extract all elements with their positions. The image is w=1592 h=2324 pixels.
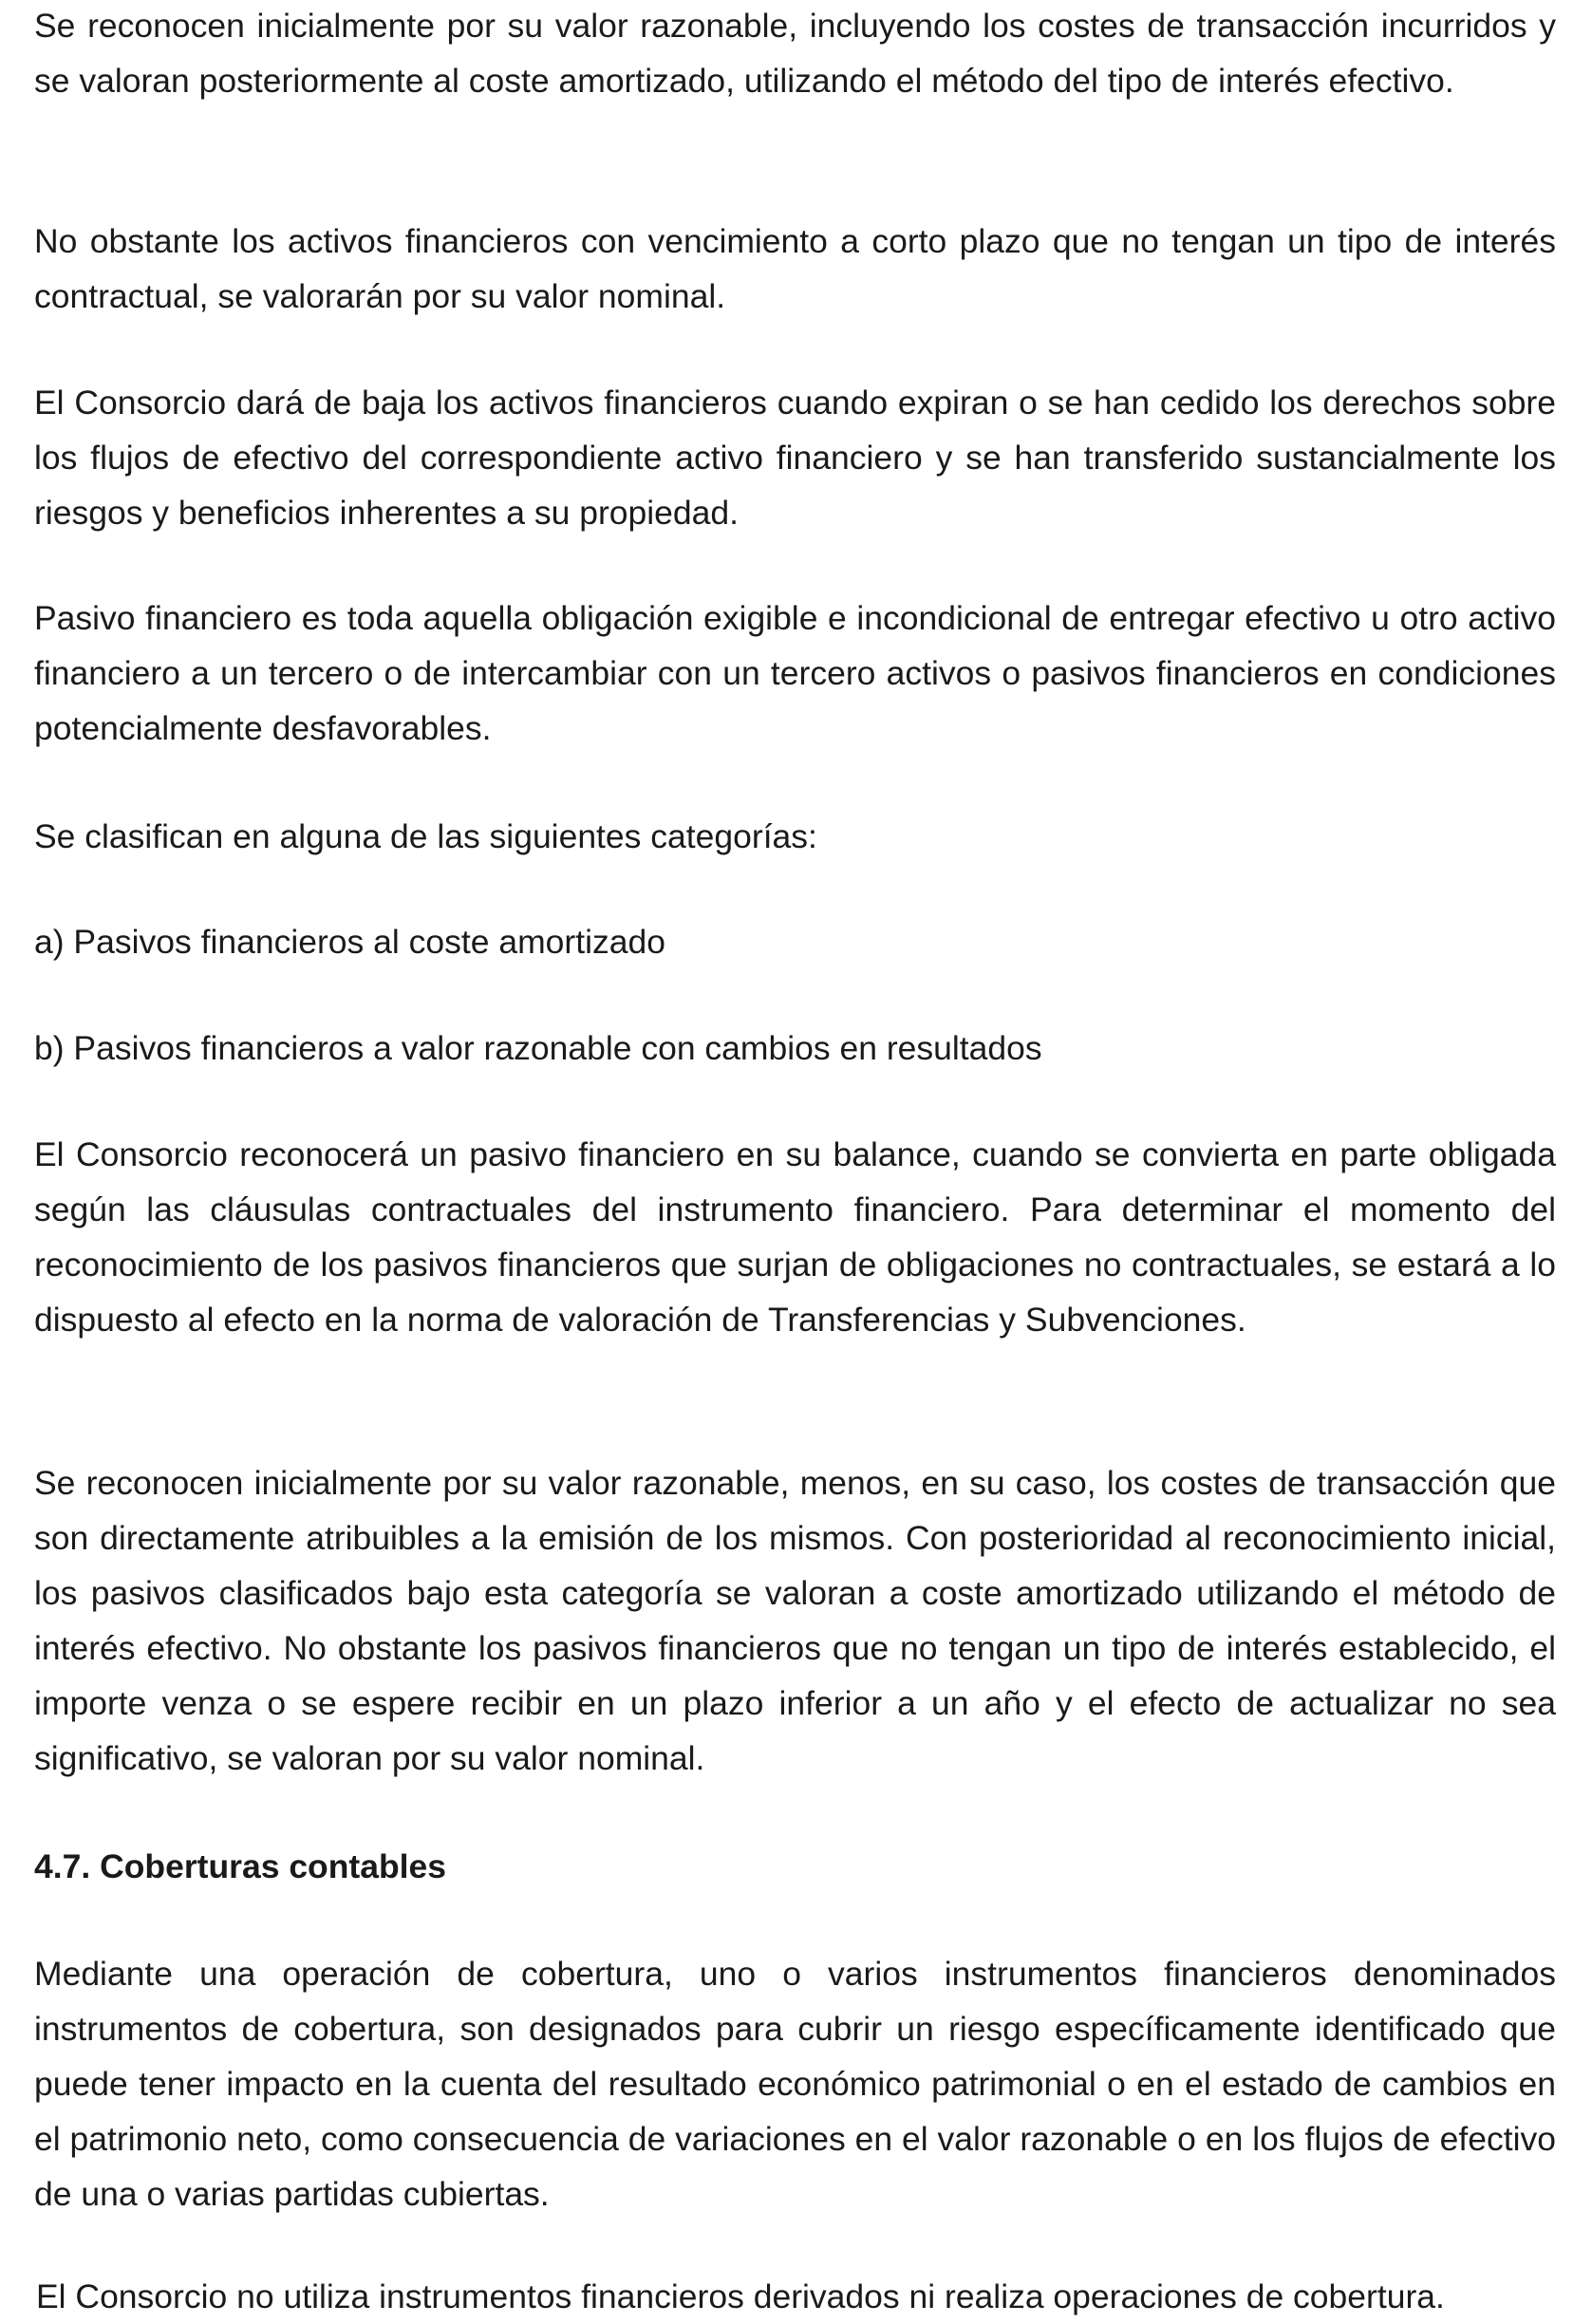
paragraph-initial-recognition-assets: Se reconocen inicialmente por su valor razonable, incluyendo los costes de transacción incurridos y se valoran posteriormente al coste amortizado, utilizando el método del tipo de interés efectivo. <box>34 7 1556 100</box>
paragraph-financial-liability-definition: Pasivo financiero es toda aquella obligación exigible e incondicional de entregar efectivo u otro activo financiero a un tercero o de intercambiar con un tercero activos o pasivos financieros en condiciones potencialmente desfavorables. <box>34 599 1556 747</box>
paragraph-categories-intro: Se clasifican en alguna de las siguientes categorías: <box>34 817 817 855</box>
paragraph-derecognition-assets: El Consorcio dará de baja los activos financieros cuando expiran o se han cedido los derechos sobre los flujos de efectivo del correspondiente activo financiero y se han transferido sustancialmente los riesgos y beneficios inherentes a su propiedad. <box>34 384 1556 532</box>
paragraph-liability-measurement: Se reconocen inicialmente por su valor razonable, menos, en su caso, los costes de transacción que son directamente atribuibles a la emisión de los mismos. Con posterioridad al reconocimiento inicial, los pasivos clasificados bajo esta categoría se valoran a coste amortizado utilizando el método de interés efectivo. No obstante los pasivos financieros que no tengan un tipo de interés establecido, el importe venza o se espere recibir en un plazo inferior a un año y el efecto de actualizar no sea significativo, se valoran por su valor nominal. <box>34 1464 1556 1777</box>
list-item-category-b: b) Pasivos financieros a valor razonable con cambios en resultados <box>34 1029 1042 1067</box>
list-item-category-a: a) Pasivos financieros al coste amortizado <box>34 923 665 961</box>
section-heading-hedge-accounting: 4.7. Coberturas contables <box>34 1847 447 1885</box>
paragraph-hedge-definition: Mediante una operación de cobertura, uno o varios instrumentos financieros denominados instrumentos de cobertura, son designados para cubrir un riesgo específicamente identificado que puede tener impacto en la cuenta del resultado económico patrimonial o en el estado de cambios en el patrimonio neto, como consecuencia de variaciones en el valor razonable o en los flujos de efectivo de una o varias partidas cubiertas. <box>34 1955 1556 2213</box>
paragraph-short-term-assets: No obstante los activos financieros con vencimiento a corto plazo que no tengan un tipo de interés contractual, se valorarán por su valor nominal. <box>34 222 1556 315</box>
paragraph-liability-recognition: El Consorcio reconocerá un pasivo financiero en su balance, cuando se convierta en parte obligada según las cláusulas contractuales del instrumento financiero. Para determinar el momento del reconocimiento de los pasivos financieros que surjan de obligaciones no contractuales, se estará a lo dispuesto al efecto en la norma de valoración de Transferencias y Subvenciones. <box>34 1135 1556 1339</box>
paragraph-no-hedging-statement: El Consorcio no utiliza instrumentos financieros derivados ni realiza operaciones de cobertura. <box>36 2277 1445 2315</box>
